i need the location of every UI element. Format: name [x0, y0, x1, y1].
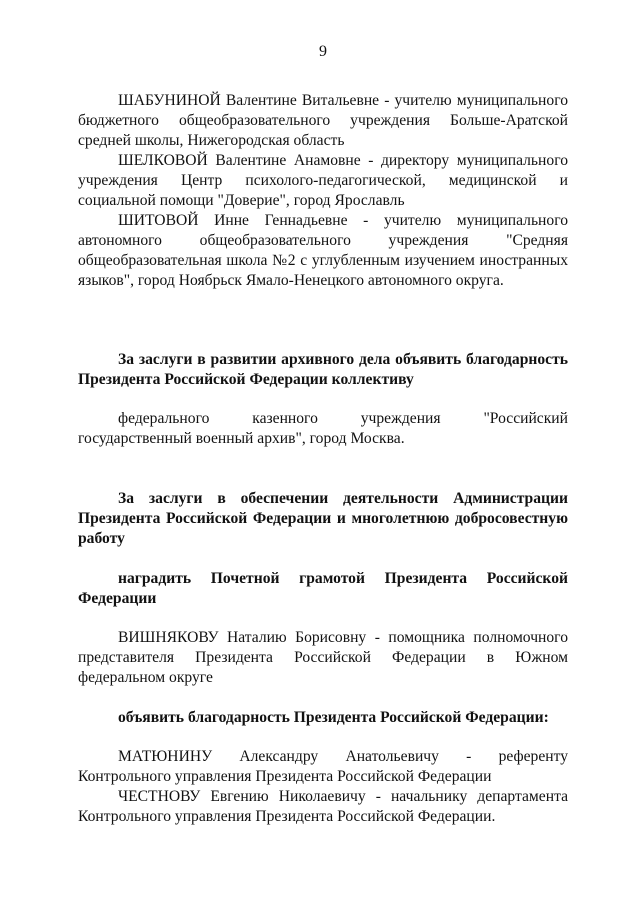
archive-body: федерального казенного учреждения "Российский государственный военный архив", город Москва.	[78, 410, 568, 447]
archive-heading: За заслуги в развитии архивного дела объявить благодарность Президента Российской Федерации коллективу	[78, 351, 568, 388]
admin-section	[78, 489, 568, 549]
admin-heading: За заслуги в обеспечении деятельности Администрации Президента Российской Федерации и многолетнюю добросовестную работу	[78, 490, 568, 547]
archive-section	[78, 350, 568, 390]
recipient-shitova: ШИТОВОЙ Инне Геннадьевне - учителю муниципального автономного общеобразовательного учреждения "Средняя общеобразовательная школа №2 с углубленным изучением иностранных языков", город Ноябрьск Ямало-Ненецкого автономного округа.	[78, 212, 568, 289]
recipient-shelkova: ШЕЛКОВОЙ Валентине Анамовне - директору муниципального учреждения Центр психолого-педагогической, медицинской и социальной помощи "Доверие", город Ярославль	[78, 152, 568, 209]
thanks-heading: объявить благодарность Президента Российской Федерации:	[118, 709, 549, 726]
recipient-vishnyakova: ВИШНЯКОВУ Наталию Борисовну - помощника полномочного представителя Президента Российской Федерации в Южном федеральном округе	[78, 629, 568, 686]
award-section	[78, 569, 568, 609]
page-number: 9	[319, 43, 327, 60]
thanks-section	[78, 708, 568, 728]
award-list-continued	[78, 91, 568, 291]
award-recipient	[78, 628, 568, 688]
recipient-matyunin: МАТЮНИНУ Александру Анатольевичу - референту Контрольного управления Президента Российской Федерации	[78, 748, 568, 785]
recipient-chestnov: ЧЕСТНОВУ Евгению Николаевичу - начальнику департамента Контрольного управления Президента Российской Федерации.	[78, 788, 568, 825]
award-heading: наградить Почетной грамотой Президента Российской Федерации	[78, 570, 568, 607]
thanks-recipients	[78, 747, 568, 827]
archive-recipient	[78, 409, 568, 449]
recipient-shabunina: ШАБУНИНОЙ Валентине Витальевне - учителю муниципального бюджетного общеобразовательного учреждения Больше-Аратской средней школы, Нижегородская область	[78, 92, 568, 149]
